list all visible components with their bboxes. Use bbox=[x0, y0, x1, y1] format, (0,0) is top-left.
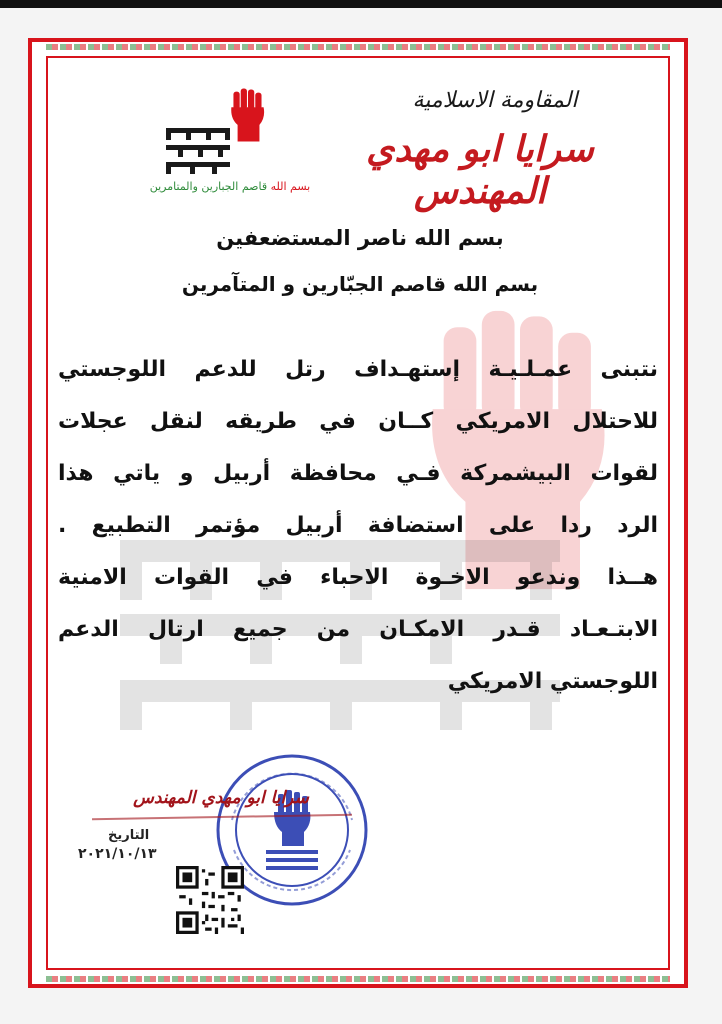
date-label: التاريخ bbox=[108, 828, 150, 843]
statement-line: للاحتلال الامريكي كــان في طريقه لنقل عجلات bbox=[58, 409, 658, 434]
decorative-border-top bbox=[46, 44, 670, 50]
org-title: سرايا ابو مهدي المهندس bbox=[366, 128, 594, 212]
statement-line: لقوات البيشمركة فـي محافظة أربيل و ياتي هذا bbox=[58, 461, 658, 486]
brand-blocks-icon bbox=[166, 128, 230, 176]
logo-motto-prefix: بسم الله bbox=[270, 180, 311, 193]
basmala-line-1: بسم الله ناصر المستضعفين bbox=[216, 226, 504, 250]
logo-motto bbox=[130, 180, 330, 193]
logo-motto-rest: قاصم الجبارين والمتامرين bbox=[149, 180, 268, 193]
org-calligraphy bbox=[340, 82, 620, 212]
statement-line: هــذا وندعو الاخـوة الاحباء في القوات الامنية bbox=[58, 565, 658, 590]
date-value: ٢٠٢١/١٠/١٣ bbox=[78, 846, 157, 862]
statement-body bbox=[58, 350, 658, 714]
statement-line: الرد ردا على استضافة أربيل مؤتمر التطبيع . bbox=[58, 513, 658, 538]
decorative-border-bottom bbox=[46, 976, 670, 982]
signature: سرايا ابو مهدي المهندس bbox=[133, 788, 309, 808]
top-black-bar bbox=[0, 0, 722, 8]
statement-line: نتبنى عمـلـيـة إستهـداف رتل للدعم اللوجستي bbox=[58, 357, 658, 382]
org-subtitle: المقاومة الاسلامية bbox=[412, 88, 578, 113]
statement-line: اللوجستي الامريكي bbox=[447, 669, 658, 694]
basmala-line-2: بسم الله قاصم الجبّارين و المتآمرين bbox=[181, 272, 539, 296]
brand-logo bbox=[130, 84, 330, 204]
statement-line: الابتـعـاد قـدر الامكـان من جميع ارتال الدعم bbox=[58, 617, 658, 642]
qr-code-icon bbox=[176, 866, 244, 934]
